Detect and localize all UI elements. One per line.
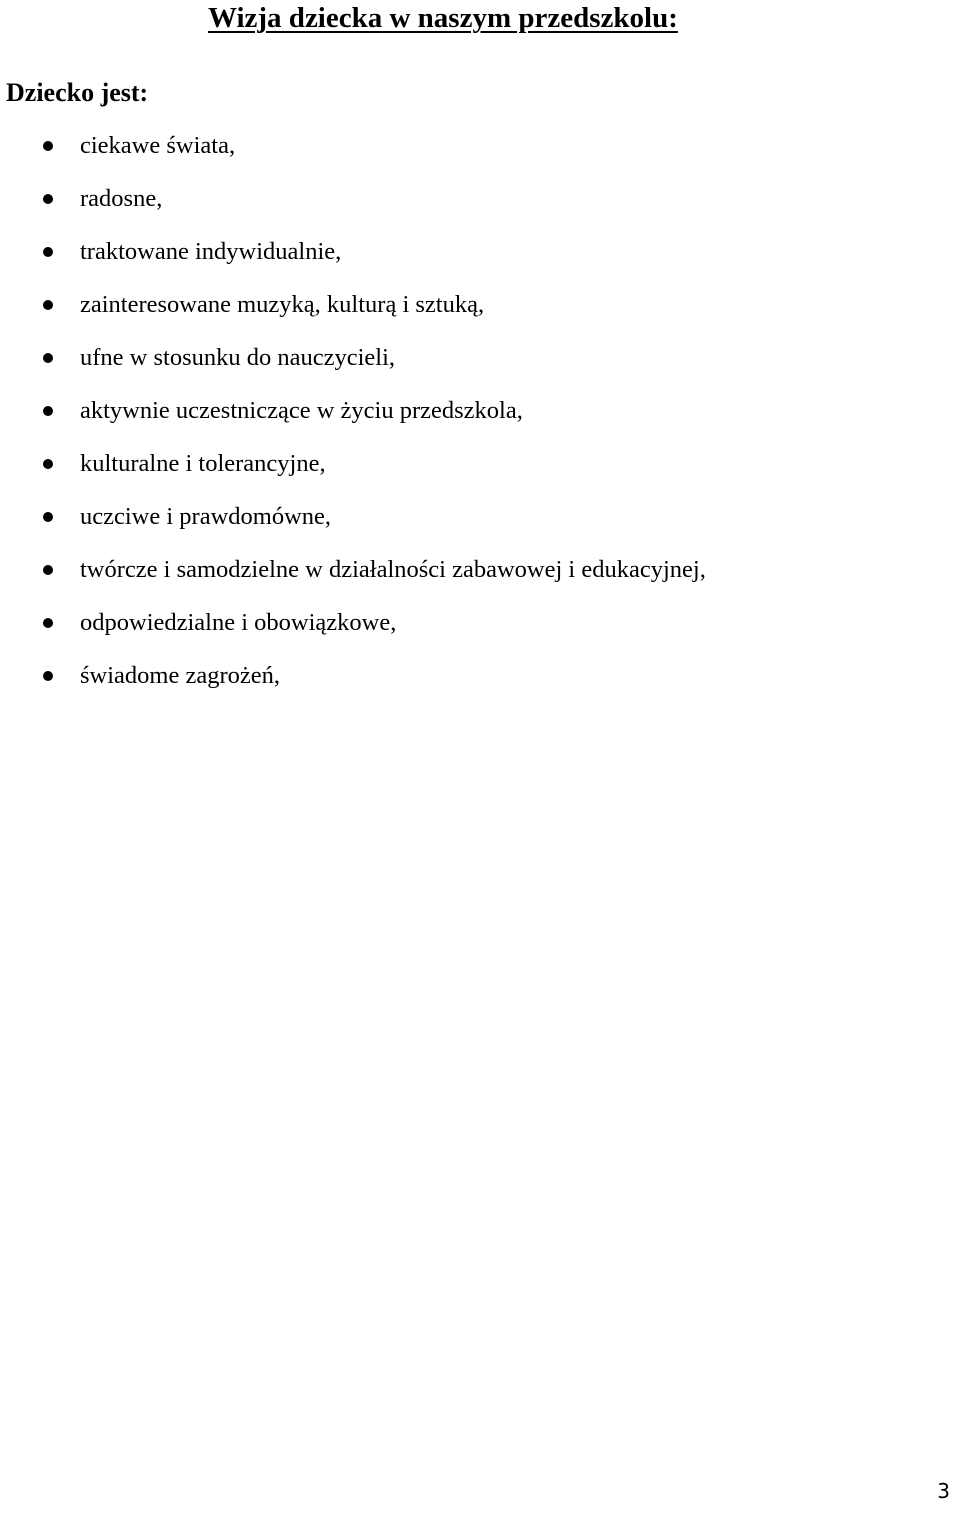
list-item-text: świadome zagrożeń, (80, 662, 280, 689)
bullet-icon (43, 459, 53, 469)
bullet-icon (43, 247, 53, 257)
list-item-text: traktowane indywidualnie, (80, 238, 342, 265)
list-item-text: ciekawe świata, (80, 132, 236, 159)
bullet-icon (43, 565, 53, 575)
list-item-text: kulturalne i tolerancyjne, (80, 450, 326, 477)
list-item-text: ufne w stosunku do nauczycieli, (80, 344, 396, 371)
bullet-icon (43, 512, 53, 522)
bullet-icon (43, 353, 53, 363)
bullet-icon (43, 141, 53, 151)
list-item-text: twórcze i samodzielne w działalności zabawowej i edukacyjnej, (80, 556, 706, 583)
bullet-icon (43, 194, 53, 204)
bullet-icon (43, 671, 53, 681)
bullet-icon (43, 300, 53, 310)
list-item-text: uczciwe i prawdomówne, (80, 503, 332, 530)
list-item-text: aktywnie uczestniczące w życiu przedszkola, (80, 397, 523, 424)
page-number: 3 (937, 1479, 950, 1503)
section-heading: Dziecko jest: (6, 78, 149, 107)
list-item-text: zainteresowane muzyką, kulturą i sztuką, (80, 291, 485, 318)
page-title: Wizja dziecka w naszym przedszkolu: (208, 2, 678, 34)
bullet-icon (43, 618, 53, 628)
bullet-icon (43, 406, 53, 416)
list-item-text: radosne, (80, 185, 163, 212)
list-item-text: odpowiedzialne i obowiązkowe, (80, 609, 397, 636)
